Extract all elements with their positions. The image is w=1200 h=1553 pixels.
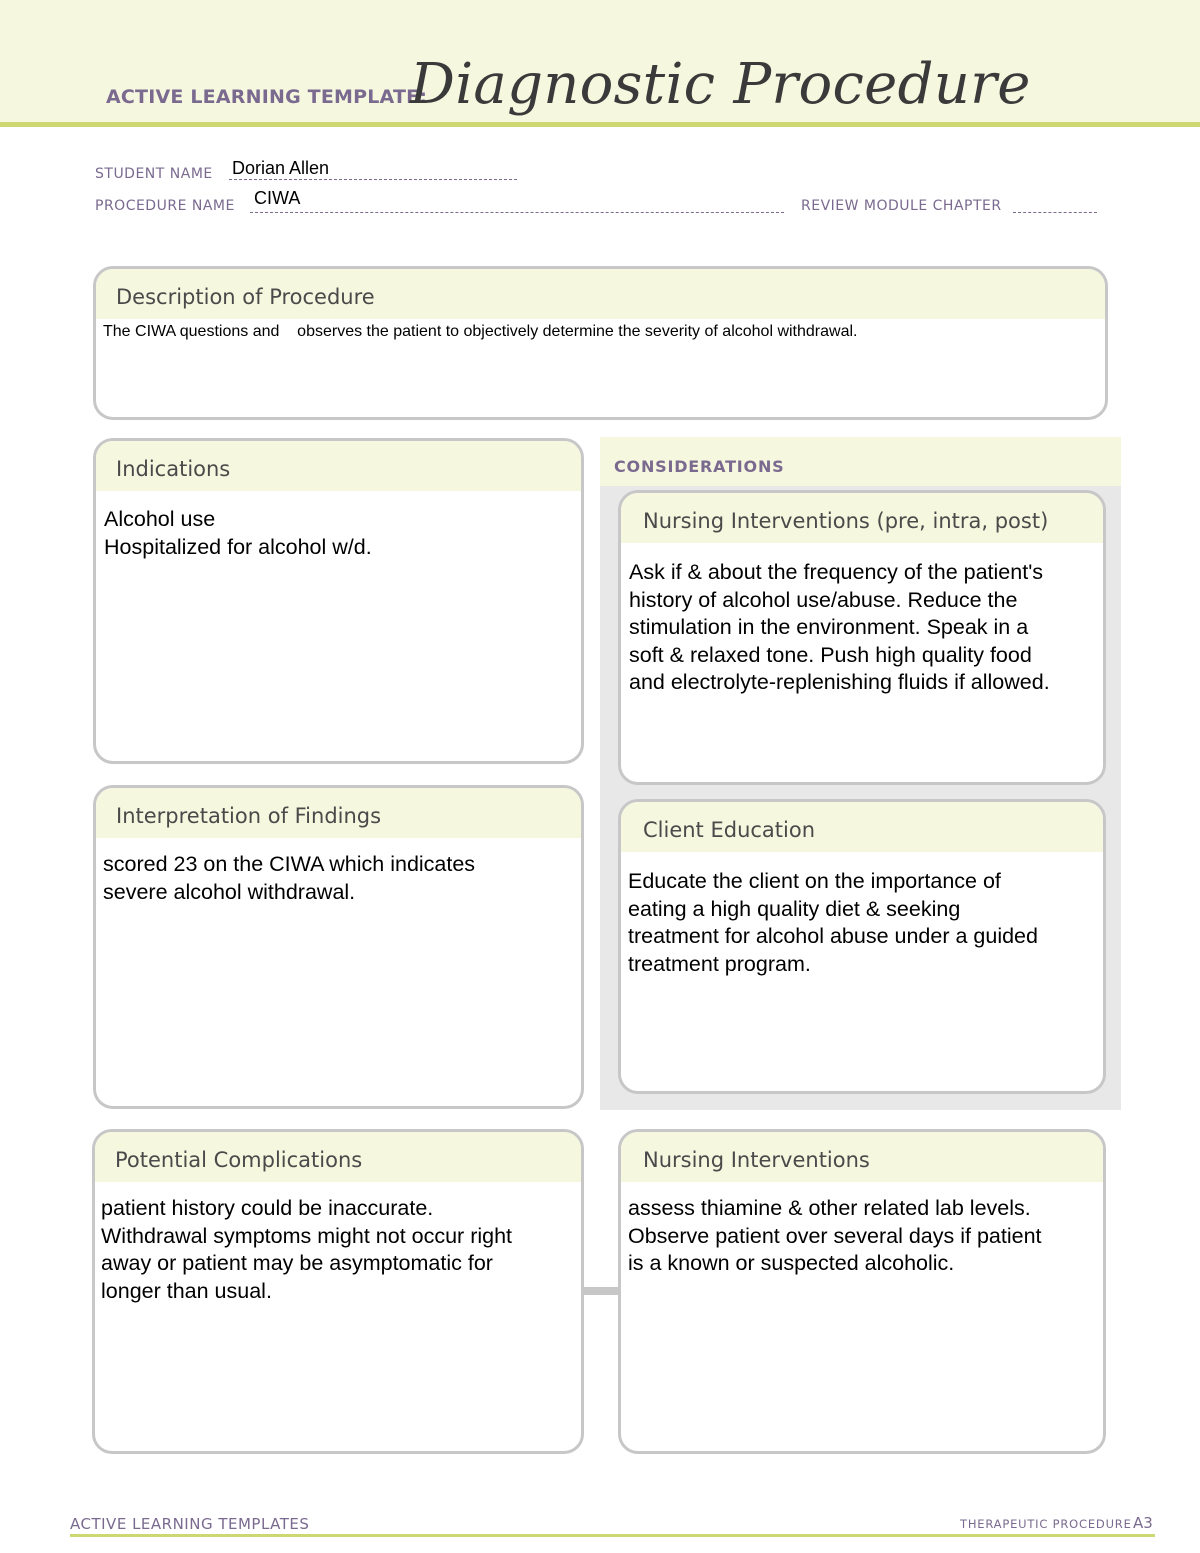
interpretation-box: [93, 785, 584, 1109]
nursing-interventions-pre-heading: Nursing Interventions (pre, intra, post): [621, 493, 1103, 543]
footer-rule: [70, 1534, 1155, 1537]
complications-box: [92, 1129, 584, 1454]
nursing-interventions-pre-text[interactable]: Ask if & about the frequency of the patient's history of alcohol use/abuse. Reduce the stimulation in the environment. Speak in a soft & relaxed tone. Push high quality food and electrolyte-replenishing fluids if allowed.: [629, 560, 1050, 694]
review-module-label: REVIEW MODULE CHAPTER: [801, 198, 1002, 214]
footer-page-number: A3: [1133, 1514, 1153, 1532]
nursing-interventions-heading: Nursing Interventions: [621, 1132, 1103, 1182]
footer-right-label: THERAPEUTIC PROCEDURE: [960, 1517, 1132, 1531]
indications-heading: Indications: [96, 441, 581, 491]
box-connector: [583, 1287, 621, 1295]
nursing-interventions-box: [618, 1129, 1106, 1454]
complications-heading: Potential Complications: [95, 1132, 581, 1182]
indications-text[interactable]: Alcohol use Hospitalized for alcohol w/d.: [104, 507, 372, 559]
footer-left-label: ACTIVE LEARNING TEMPLATES: [70, 1515, 310, 1533]
student-name-field[interactable]: Dorian Allen: [232, 158, 330, 178]
client-education-box: [618, 799, 1106, 1094]
considerations-label: CONSIDERATIONS: [614, 457, 785, 476]
description-box: [93, 266, 1108, 420]
client-education-heading: Client Education: [621, 802, 1103, 852]
header-rule: [0, 122, 1200, 127]
description-text[interactable]: The CIWA questions and observes the patient to objectively determine the severity of alcohol withdrawal.: [103, 323, 858, 340]
student-name-line: [229, 179, 517, 180]
review-module-line: [1013, 212, 1097, 213]
procedure-name-label: PROCEDURE NAME: [95, 198, 235, 214]
interpretation-heading: Interpretation of Findings: [96, 788, 581, 838]
student-name-label: STUDENT NAME: [95, 166, 213, 182]
indications-box: [93, 438, 584, 764]
description-heading: Description of Procedure: [96, 269, 1105, 319]
client-education-text[interactable]: Educate the client on the importance of eating a high quality diet & seeking treatment for alcohol abuse under a guided treatment program.: [628, 869, 1038, 976]
template-prefix: ACTIVE LEARNING TEMPLATE:: [106, 86, 428, 108]
nursing-interventions-pre-box: [618, 490, 1106, 785]
interpretation-text[interactable]: scored 23 on the CIWA which indicates severe alcohol withdrawal.: [103, 852, 476, 904]
procedure-name-field[interactable]: CIWA: [254, 188, 301, 208]
complications-text[interactable]: patient history could be inaccurate. Withdrawal symptoms might not occur right away or patient may be asymptomatic for longer than usual.: [101, 1196, 513, 1303]
page-title: Diagnostic Procedure: [410, 52, 1031, 117]
procedure-name-line: [250, 212, 784, 213]
nursing-interventions-text[interactable]: assess thiamine & other related lab levels. Observe patient over several days if patient is a known or suspected alcoholic.: [628, 1196, 1042, 1275]
